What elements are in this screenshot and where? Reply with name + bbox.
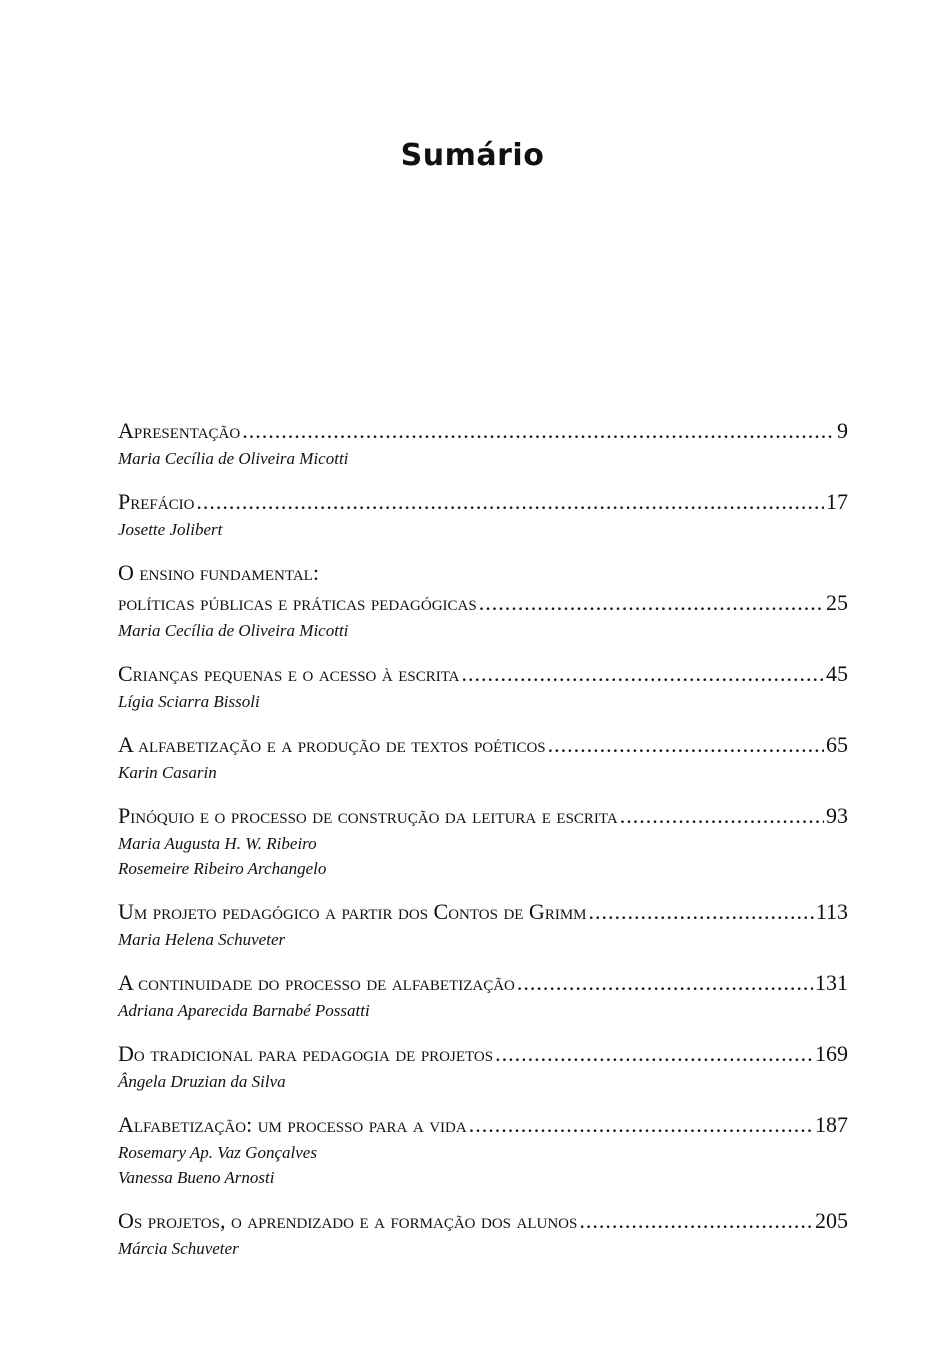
- toc-page-number: 113: [815, 899, 848, 924]
- toc-title: Um projeto pedagógico a partir dos Contos de Grimm: [118, 899, 587, 924]
- toc-entry: [118, 730, 848, 785]
- toc-page-number: 25: [826, 590, 848, 615]
- toc-page-number: 17: [826, 489, 848, 514]
- toc-author: Ângela Druzian da Silva: [118, 1072, 286, 1091]
- toc-title: Prefácio: [118, 489, 195, 514]
- toc-author: Adriana Aparecida Barnabé Possatti: [118, 1001, 370, 1020]
- toc-entry: [118, 416, 848, 471]
- toc-page-number: 205: [815, 1208, 848, 1233]
- toc-line: [118, 968, 848, 998]
- toc-dot-leader: [495, 1039, 813, 1069]
- page-title: Sumário: [400, 138, 545, 173]
- toc-dot-leader: [548, 730, 824, 760]
- toc-author: Maria Cecília de Oliveira Micotti: [118, 449, 349, 468]
- toc-dot-leader: [242, 416, 835, 446]
- toc-entry: [118, 1110, 848, 1190]
- toc-line: [118, 416, 848, 446]
- toc-page-number: 187: [815, 1112, 848, 1137]
- toc-line: [118, 897, 848, 927]
- toc-page-number: 65: [826, 732, 848, 757]
- toc-title-first-line: O ensino fundamental:: [118, 560, 319, 585]
- toc-line: [118, 588, 848, 618]
- toc-title: Apresentação: [118, 418, 241, 443]
- toc-author: Rosemary Ap. Vaz Gonçalves: [118, 1143, 317, 1162]
- toc-author: Karin Casarin: [118, 763, 217, 782]
- toc-title: Alfabetização: um processo para a vida: [118, 1112, 467, 1137]
- toc-dot-leader: [462, 659, 824, 689]
- toc-page-number: 9: [837, 418, 848, 443]
- toc-title: Do tradicional para pedagogia de projetos: [118, 1041, 494, 1066]
- toc-author: Lígia Sciarra Bissoli: [118, 692, 260, 711]
- toc-entry: [118, 1039, 848, 1094]
- toc-entry: [118, 968, 848, 1023]
- toc-author: Márcia Schuveter: [118, 1239, 239, 1258]
- toc-author: Maria Augusta H. W. Ribeiro: [118, 834, 317, 853]
- toc-entry: [118, 558, 848, 643]
- toc-line: [118, 1110, 848, 1140]
- toc-line: [118, 1206, 848, 1236]
- toc-title: A continuidade do processo de alfabetização: [118, 970, 515, 995]
- toc-entry: [118, 659, 848, 714]
- toc-entry: [118, 897, 848, 952]
- toc-page-number: 45: [826, 661, 848, 686]
- toc-dot-leader: [469, 1110, 813, 1140]
- toc-dot-leader: [479, 588, 824, 618]
- toc-title: políticas públicas e práticas pedagógicas: [118, 590, 477, 615]
- toc-page-number: 131: [815, 970, 848, 995]
- toc-entry: [118, 801, 848, 881]
- toc-line: [118, 487, 848, 517]
- toc-dot-leader: [196, 487, 824, 517]
- toc-dot-leader: [517, 968, 813, 998]
- toc-author: Rosemeire Ribeiro Archangelo: [118, 859, 327, 878]
- toc-entry: [118, 1206, 848, 1261]
- toc-line: [118, 730, 848, 760]
- toc-dot-leader: [579, 1206, 813, 1236]
- toc-author: Vanessa Bueno Arnosti: [118, 1168, 275, 1187]
- toc-author: Maria Helena Schuveter: [118, 930, 286, 949]
- toc-page-number: 93: [826, 803, 848, 828]
- table-of-contents: [118, 416, 848, 1277]
- toc-dot-leader: [589, 897, 814, 927]
- toc-dot-leader: [620, 801, 824, 831]
- toc-line: [118, 659, 848, 689]
- toc-author: Josette Jolibert: [118, 520, 223, 539]
- toc-title: Crianças pequenas e o acesso à escrita: [118, 661, 460, 686]
- toc-title: A alfabetização e a produção de textos poéticos: [118, 732, 546, 757]
- toc-line: [118, 801, 848, 831]
- toc-line: [118, 1039, 848, 1069]
- toc-author: Maria Cecília de Oliveira Micotti: [118, 621, 349, 640]
- toc-title: Pinóquio e o processo de construção da leitura e escrita: [118, 803, 618, 828]
- toc-page-number: 169: [815, 1041, 848, 1066]
- toc-title: Os projetos, o aprendizado e a formação dos alunos: [118, 1208, 578, 1233]
- toc-entry: [118, 487, 848, 542]
